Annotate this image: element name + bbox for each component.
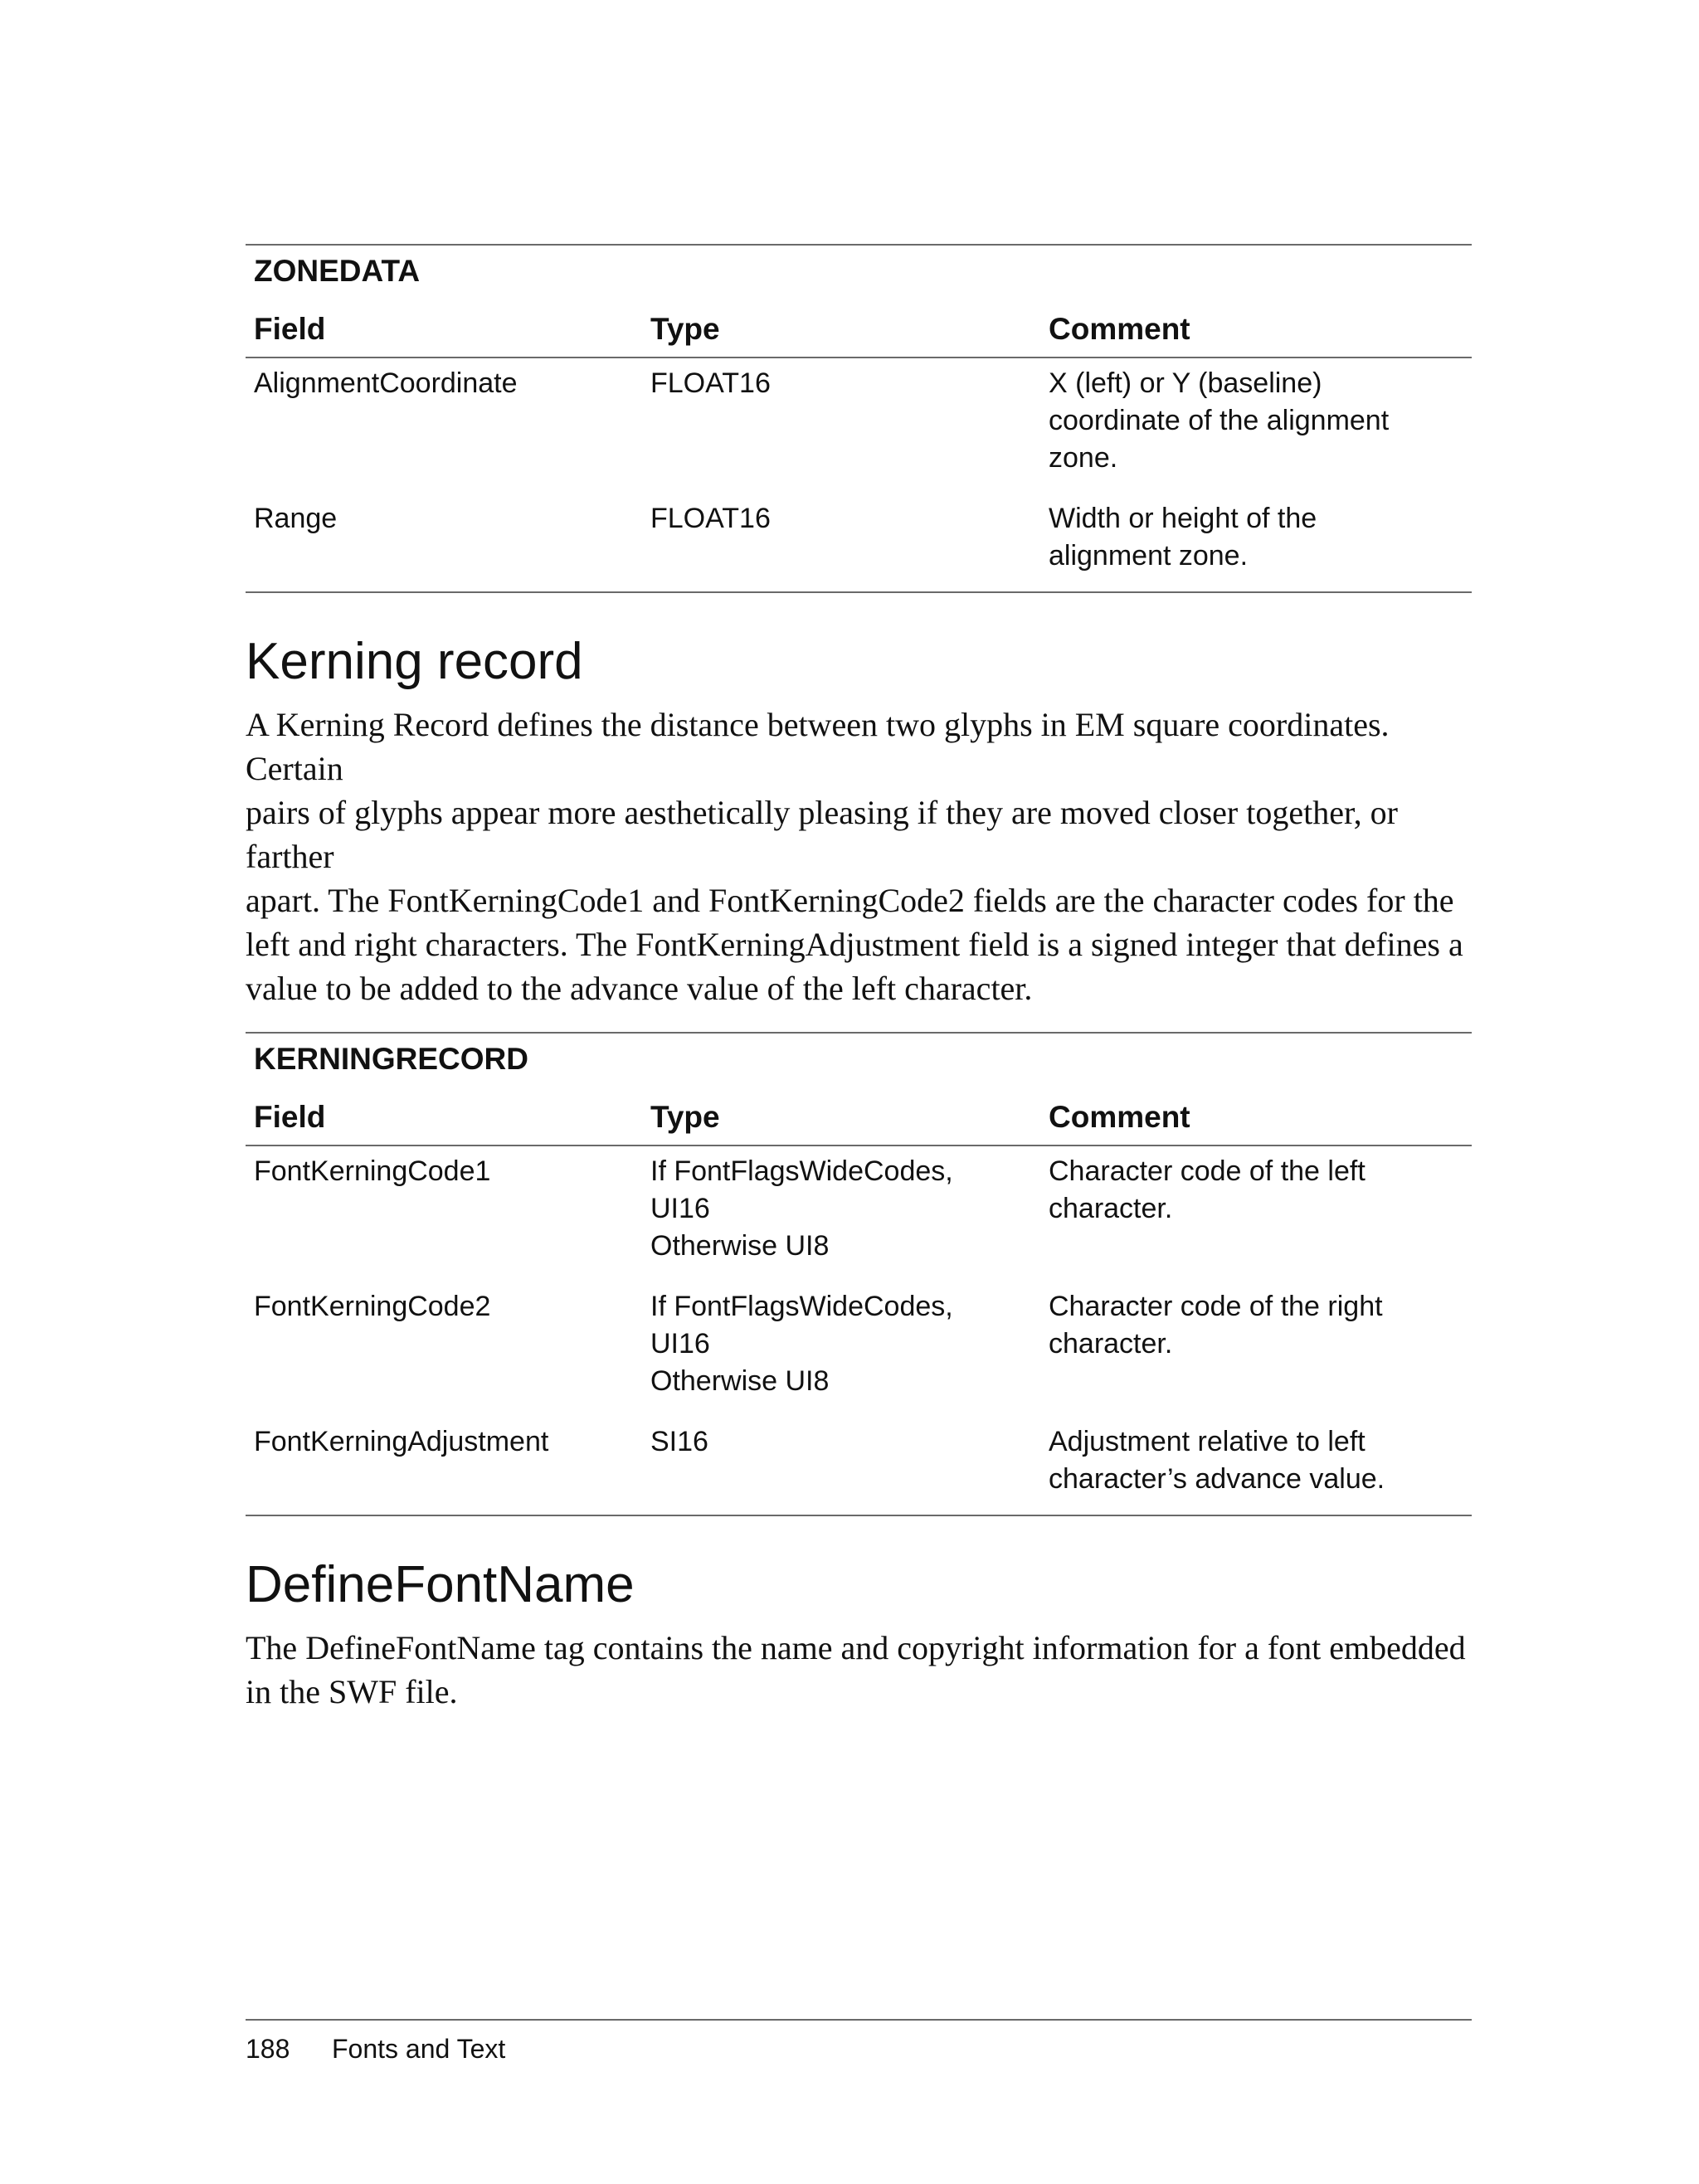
comment-line: character. xyxy=(1049,1328,1173,1360)
type-line: Otherwise UI8 xyxy=(650,1365,830,1397)
type-cell xyxy=(642,494,1040,592)
paragraph-line: left and right characters. The FontKerningAdjustment field is a signed integer that defines a xyxy=(246,926,1463,963)
section-heading-definefontname: DefineFontName xyxy=(246,1556,635,1613)
kerning-paragraph xyxy=(246,703,1472,1010)
paragraph-line: value to be added to the advance value of the left character. xyxy=(246,970,1033,1007)
field-cell: Range xyxy=(254,503,338,534)
type-line: SI16 xyxy=(650,1426,708,1457)
paragraph-line: in the SWF file. xyxy=(246,1673,458,1710)
column-header-comment: Comment xyxy=(1040,297,1472,358)
comment-line: Character code of the right xyxy=(1049,1291,1383,1322)
column-header-type: Type xyxy=(642,297,1040,358)
type-cell xyxy=(642,1146,1040,1282)
table-row xyxy=(246,1282,1472,1417)
column-header-type: Type xyxy=(642,1085,1040,1146)
definefontname-paragraph xyxy=(246,1626,1472,1714)
footer-section-title: Fonts and Text xyxy=(332,2034,506,2064)
table-row xyxy=(246,1417,1472,1515)
paragraph-line: The DefineFontName tag contains the name and copyright information for a font embedded xyxy=(246,1629,1466,1666)
kerningrecord-table xyxy=(246,1032,1472,1516)
type-line: FLOAT16 xyxy=(650,503,771,534)
field-cell: FontKerningCode2 xyxy=(254,1291,491,1322)
comment-cell xyxy=(1040,494,1472,592)
type-line: If FontFlagsWideCodes, xyxy=(650,1291,953,1322)
comment-line: alignment zone. xyxy=(1049,540,1249,572)
type-cell xyxy=(642,1282,1040,1417)
comment-cell xyxy=(1040,1417,1472,1515)
comment-cell xyxy=(1040,358,1472,494)
paragraph-line: apart. The FontKerningCode1 and FontKerningCode2 fields are the character codes for the xyxy=(246,882,1454,919)
paragraph-line: A Kerning Record defines the distance between two glyphs in EM square coordinates. Certain xyxy=(246,706,1390,787)
table-row xyxy=(246,1146,1472,1282)
comment-line: coordinate of the alignment xyxy=(1049,405,1390,436)
paragraph-line: pairs of glyphs appear more aesthetically pleasing if they are moved closer together, or farther xyxy=(246,794,1399,875)
page-content xyxy=(246,244,1472,1714)
field-cell: AlignmentCoordinate xyxy=(254,367,518,399)
type-line: FLOAT16 xyxy=(650,367,771,399)
section-heading-kerning-record: Kerning record xyxy=(246,633,583,690)
comment-cell xyxy=(1040,1146,1472,1282)
comment-cell xyxy=(1040,1282,1472,1417)
comment-line: X (left) or Y (baseline) xyxy=(1049,367,1322,399)
type-cell xyxy=(642,1417,1040,1515)
zonedata-table xyxy=(246,244,1472,593)
type-line: UI16 xyxy=(650,1328,710,1360)
type-line: If FontFlagsWideCodes, xyxy=(650,1155,953,1187)
table-row xyxy=(246,494,1472,592)
column-header-field: Field xyxy=(246,297,642,358)
table-row xyxy=(246,358,1472,494)
field-cell: FontKerningAdjustment xyxy=(254,1426,549,1457)
type-line: UI16 xyxy=(650,1193,710,1224)
field-cell: FontKerningCode1 xyxy=(254,1155,491,1187)
type-line: Otherwise UI8 xyxy=(650,1230,830,1262)
page-number: 188 xyxy=(246,2034,290,2064)
column-header-comment: Comment xyxy=(1040,1085,1472,1146)
comment-line: zone. xyxy=(1049,442,1118,474)
comment-line: Width or height of the xyxy=(1049,503,1317,534)
column-header-field: Field xyxy=(246,1085,642,1146)
comment-line: character’s advance value. xyxy=(1049,1463,1385,1495)
comment-line: character. xyxy=(1049,1193,1173,1224)
comment-line: Character code of the left xyxy=(1049,1155,1366,1187)
table-title: ZONEDATA xyxy=(254,254,421,288)
type-cell xyxy=(642,358,1040,494)
table-title: KERNINGRECORD xyxy=(254,1042,528,1076)
comment-line: Adjustment relative to left xyxy=(1049,1426,1366,1457)
page-footer xyxy=(246,2019,1472,2065)
